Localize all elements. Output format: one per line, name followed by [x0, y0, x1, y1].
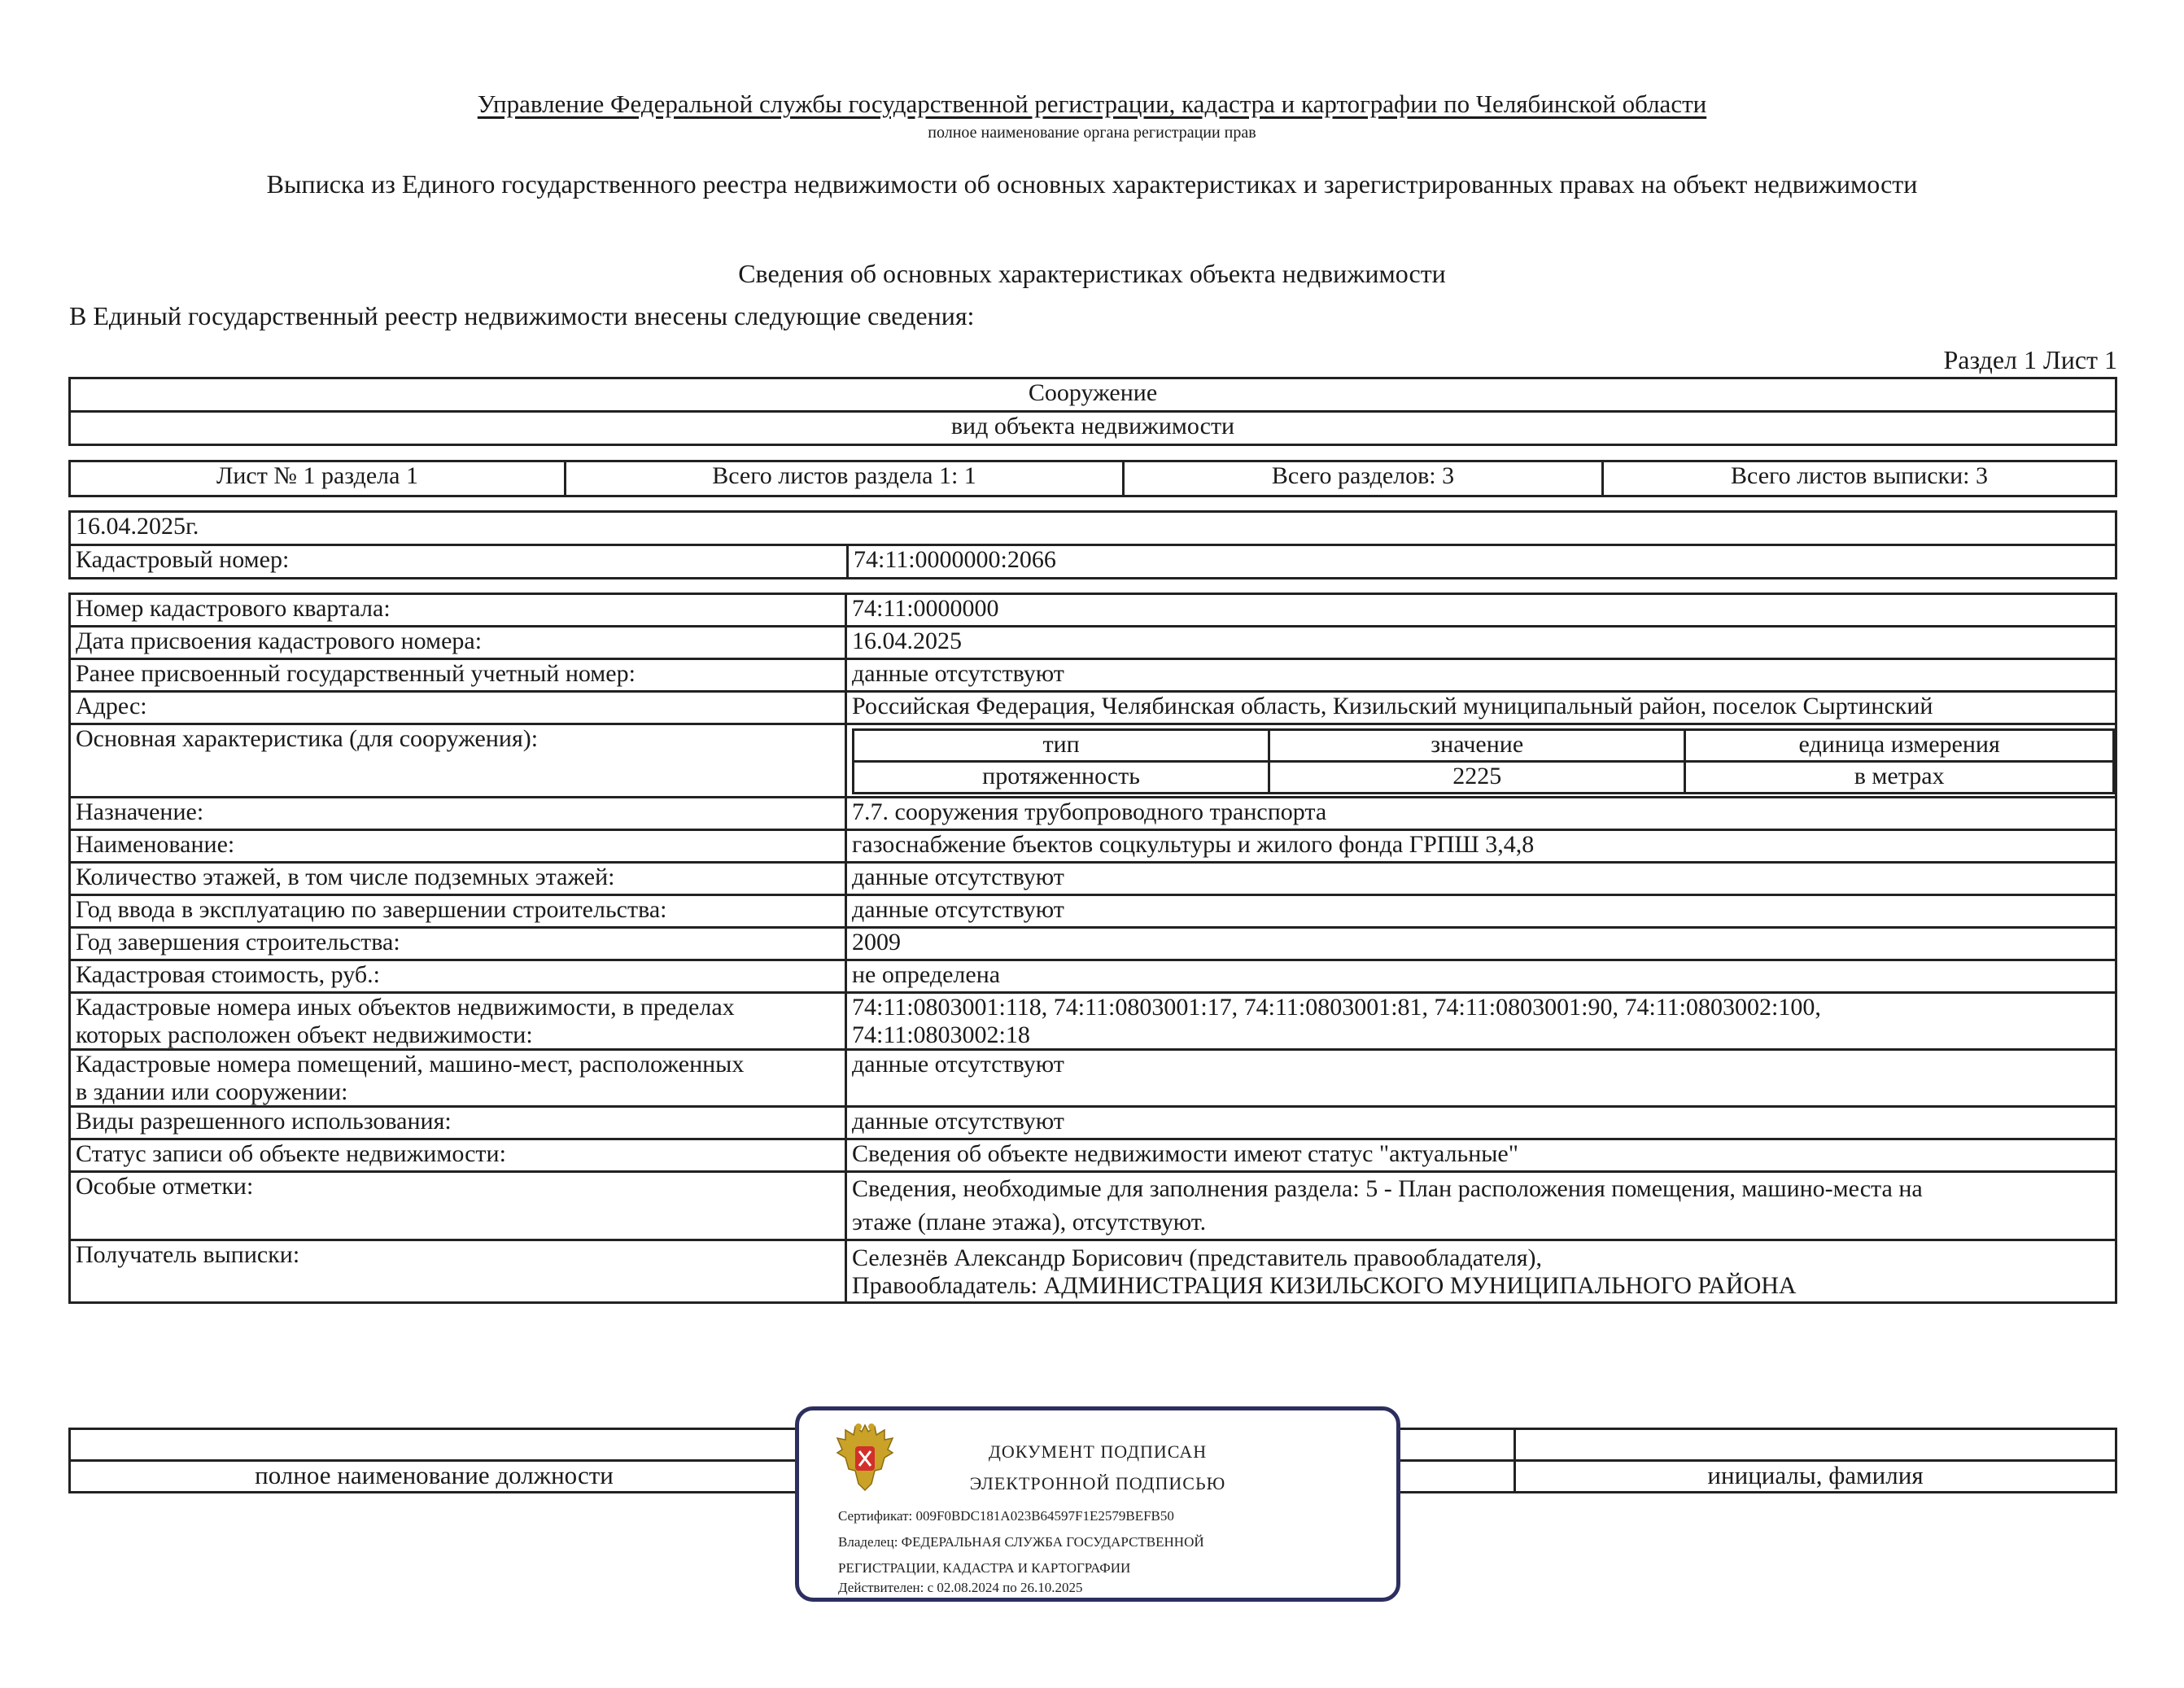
row-value: данные отсутствуют — [846, 863, 2116, 895]
name-field — [1515, 1429, 2116, 1461]
row-value — [846, 1172, 2116, 1240]
row-label: Получатель выписки: — [70, 1240, 846, 1302]
stamp-owner-line1: Владелец: ФЕДЕРАЛЬНАЯ СЛУЖБА ГОСУДАРСТВЕННОЙ — [838, 1534, 1204, 1550]
extract-date: 16.04.2025г. — [70, 512, 2116, 545]
row-value: 74:11:0000000 — [846, 594, 2116, 627]
registration-organ-text: Управление Федеральной службы государственной регистрации, кадастра и картографии по Челябинской области — [477, 90, 1707, 118]
table-row — [70, 1240, 2116, 1302]
position-caption: полное наименование должности — [70, 1461, 799, 1493]
row-label: Кадастровая стоимость, руб.: — [70, 960, 846, 993]
row-value: данные отсутствуют — [846, 659, 2116, 692]
table-row — [70, 863, 2116, 895]
row-value-line: 74:11:0803001:118, 74:11:0803001:17, 74:11:0803001:81, 74:11:0803001:90, 74:11:0803002:100, — [852, 994, 1821, 1021]
object-kind-value: Сооружение — [70, 378, 2116, 412]
row-label-line: Кадастровые номера помещений, машино-мест, расположенных — [76, 1051, 745, 1078]
object-kind-caption: вид объекта недвижимости — [70, 412, 2116, 445]
row-label — [70, 993, 846, 1050]
name-caption: инициалы, фамилия — [1515, 1461, 2116, 1493]
row-label — [70, 1050, 846, 1107]
characteristic-subtable — [852, 728, 2115, 794]
table-row — [70, 692, 2116, 724]
table-row — [70, 798, 2116, 830]
stamp-validity: Действителен: с 02.08.2024 по 26.10.2025 — [838, 1580, 1083, 1595]
row-value-line: 74:11:0803002:18 — [852, 1021, 1030, 1048]
row-label-line: которых расположен объект недвижимости: — [76, 1021, 533, 1048]
sheet-info-table — [68, 460, 2117, 497]
char-head-unit: единица измерения — [1685, 730, 2114, 762]
stamp-certificate: Сертификат: 009F0BDC181A023B64597F1E2579BEFB50 — [838, 1508, 1174, 1524]
row-label: Ранее присвоенный государственный учетный номер: — [70, 659, 846, 692]
row-label: Статус записи об объекте недвижимости: — [70, 1139, 846, 1172]
date-cadastral-table — [68, 510, 2117, 579]
stamp-title-line2: ЭЛЕКТРОННОЙ ПОДПИСЬЮ — [969, 1473, 1226, 1493]
char-head-type: тип — [854, 730, 1269, 762]
row-label: Виды разрешенного использования: — [70, 1107, 846, 1139]
table-row — [70, 928, 2116, 960]
cadastral-number-label: Кадастровый номер: — [70, 545, 848, 579]
row-value: данные отсутствуют — [846, 895, 2116, 928]
row-label-line: в здании или сооружении: — [76, 1078, 348, 1105]
row-label: Назначение: — [70, 798, 846, 830]
table-row — [70, 830, 2116, 863]
total-sections: Всего разделов: 3 — [1124, 461, 1603, 496]
table-row — [70, 659, 2116, 692]
row-value: газоснабжение бъектов соцкультуры и жилого фонда ГРПШ 3,4,8 — [846, 830, 2116, 863]
row-value: Российская Федерация, Челябинская область, Кизильский муниципальный район, поселок Сыртинский — [846, 692, 2116, 724]
total-sheets-section: Всего листов раздела 1: 1 — [566, 461, 1124, 496]
row-label: Адрес: — [70, 692, 846, 724]
table-row — [70, 1107, 2116, 1139]
document-title: Выписка из Единого государственного реестра недвижимости об основных характеристиках и зарегистрированных правах на объект недвижимости — [266, 169, 1918, 199]
registration-organ-caption: полное наименование органа регистрации прав — [928, 124, 1256, 142]
row-label: Количество этажей, в том числе подземных этажей: — [70, 863, 846, 895]
section-title: Сведения об основных характеристиках объекта недвижимости — [738, 259, 1446, 288]
row-value: 16.04.2025 — [846, 627, 2116, 659]
row-value — [846, 993, 2116, 1050]
stamp-title-line1: ДОКУМЕНТ ПОДПИСАН — [988, 1441, 1208, 1462]
row-value: данные отсутствуют — [846, 1050, 2116, 1107]
row-value: Сведения об объекте недвижимости имеют статус "актуальные" — [846, 1139, 2116, 1172]
row-label: Основная характеристика (для сооружения): — [70, 724, 846, 798]
section-sheet-label: Раздел 1 Лист 1 — [1943, 345, 2117, 374]
electronic-signature-stamp — [795, 1406, 1400, 1602]
row-value: не определена — [846, 960, 2116, 993]
row-label: Номер кадастрового квартала: — [70, 594, 846, 627]
table-row — [70, 594, 2116, 627]
row-label-line: Кадастровые номера иных объектов недвижимости, в пределах — [76, 994, 735, 1021]
table-row — [70, 1050, 2116, 1107]
char-value: 2225 — [1269, 762, 1685, 794]
total-sheets: Всего листов выписки: 3 — [1603, 461, 2116, 496]
row-label: Год ввода в эксплуатацию по завершении строительства: — [70, 895, 846, 928]
cadastral-number-value: 74:11:0000000:2066 — [848, 545, 2116, 579]
char-type: протяженность — [854, 762, 1269, 794]
object-kind-table — [68, 377, 2117, 446]
row-value-line: этаже (плане этажа), отсутствуют. — [852, 1208, 1207, 1235]
char-head-value: значение — [1269, 730, 1685, 762]
row-label: Особые отметки: — [70, 1172, 846, 1240]
table-row — [70, 724, 2116, 798]
characteristic-cell — [846, 724, 2116, 798]
row-value — [846, 1240, 2116, 1302]
table-row — [70, 1172, 2116, 1240]
intro-text: В Единый государственный реестр недвижимости внесены следующие сведения: — [69, 301, 975, 330]
stamp-owner-line2: РЕГИСТРАЦИИ, КАДАСТРА И КАРТОГРАФИИ — [838, 1560, 1131, 1576]
table-row — [70, 993, 2116, 1050]
row-label: Дата присвоения кадастрового номера: — [70, 627, 846, 659]
row-label: Год завершения строительства: — [70, 928, 846, 960]
row-value-line: Правообладатель: АДМИНИСТРАЦИЯ КИЗИЛЬСКОГО МУНИЦИПАЛЬНОГО РАЙОНА — [852, 1271, 1797, 1299]
table-row — [70, 627, 2116, 659]
char-unit: в метрах — [1685, 762, 2114, 794]
row-value-line: Селезнёв Александр Борисович (представитель правообладателя), — [852, 1244, 1542, 1272]
table-row — [70, 960, 2116, 993]
sheet-number: Лист № 1 раздела 1 — [70, 461, 566, 496]
characteristics-table — [68, 593, 2117, 1304]
row-value: данные отсутствуют — [846, 1107, 2116, 1139]
row-value: 2009 — [846, 928, 2116, 960]
table-row — [70, 1139, 2116, 1172]
position-field — [70, 1429, 799, 1461]
table-row — [70, 895, 2116, 928]
row-value: 7.7. сооружения трубопроводного транспорта — [846, 798, 2116, 830]
row-value-line: Сведения, необходимые для заполнения раздела: 5 - План расположения помещения, машино-места на — [852, 1175, 1923, 1203]
registration-organ — [0, 90, 2184, 119]
row-label: Наименование: — [70, 830, 846, 863]
